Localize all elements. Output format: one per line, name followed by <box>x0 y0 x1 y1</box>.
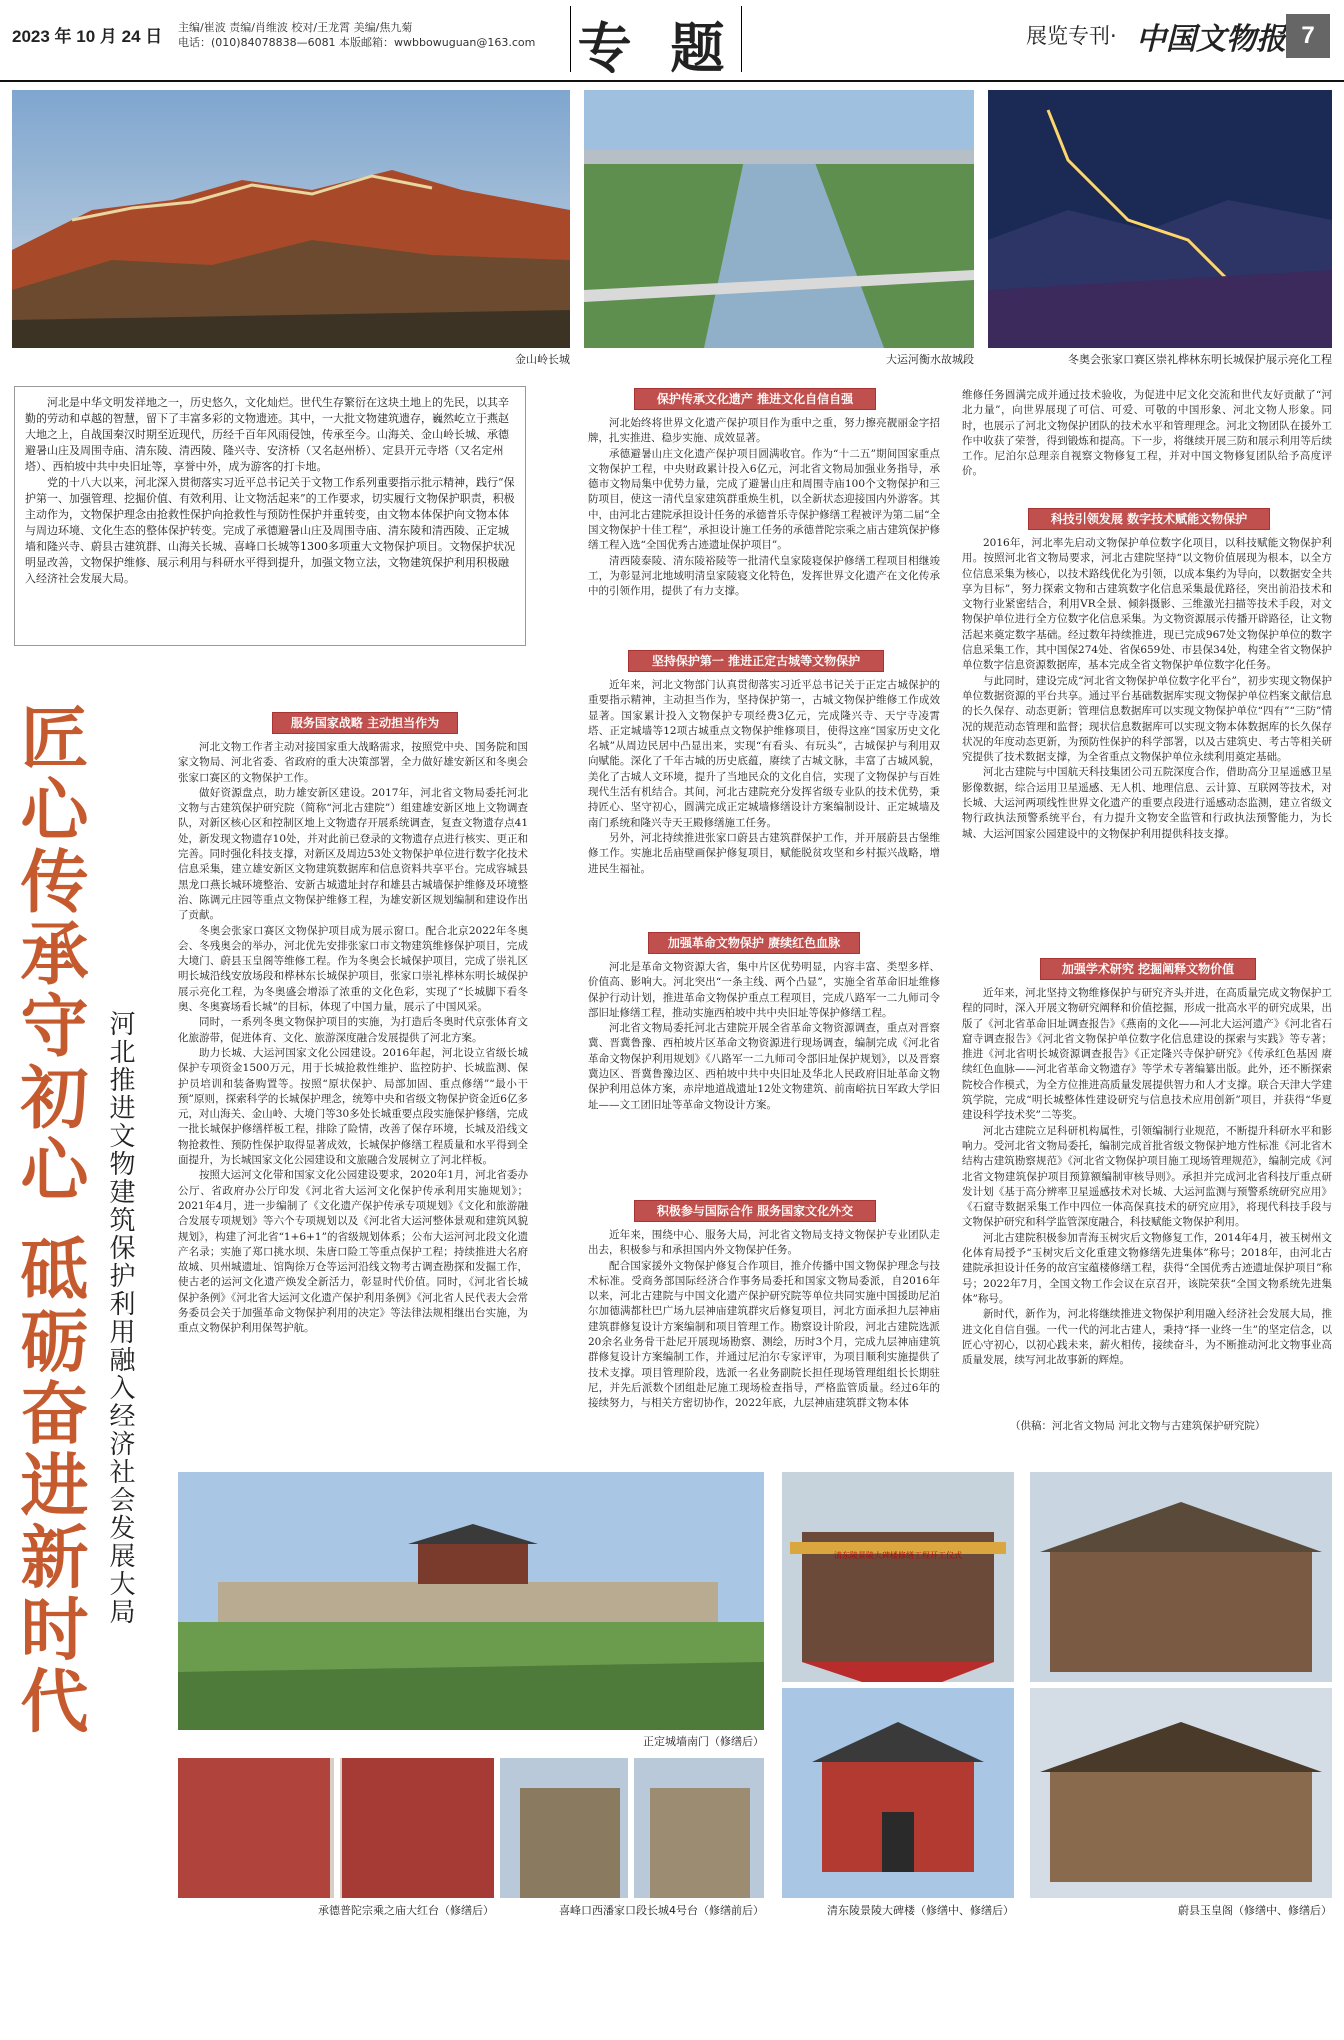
grand-canal-illustration <box>584 90 974 348</box>
ceremony-banner: 清东陵景陵大碑楼修缮工程开工仪式 <box>834 1551 962 1560</box>
page-number: 7 <box>1286 14 1330 58</box>
paragraph: 助力长城、大运河国家文化公园建设。2016年起，河北设立省级长城保护专项资金1500万元，用于长城抢救性维护、监控防护、长城监测、保护员培训和装备购置等。按照“原状保护、局部加固、重点修缮”“最小干预”原则，探索科学的长城保护理念，统筹中央和省级文物保护资金近6亿多元，对山海关、金山岭、大境门等30多处长城重要点段实施保护修缮，完成一批长城保护修缮样板工程，排除了险情，改善了保存环境，长城及沿线文物抢救性、预防性保护取得显著成效，长城保护修缮工程质量和水平得到全面提升，为长城国家文化公园建设和文旅融合发展树立了河北样板。 <box>178 1046 528 1167</box>
caption-jinshanling: 金山岭长城 <box>515 353 570 366</box>
masthead <box>0 0 1344 80</box>
paragraph: 做好资源盘点，助力雄安新区建设。2017年，河北省文物局委托河北文物与古建筑保护研究院（简称“河北古建院”）组建雄安新区地上文物调查队，对新区核心区和控制区地上文物遗存开展系统调查，复查文物遗存点41处，新发现文物遗存10处，并对此前已登录的文物遗存点进行核实、更正和完善。同时强化科技支撑，对新区及周边53处文物保护单位进行数字化技术信息采集，建立雄安新区文物建筑数据库和信息资料共享平台。完成容城县黑龙口燕长城环境整治、安新古城遗址封存和雄县古城墙保护维修及环境整治、陈调元庄园等重点文物保护维修工程，为雄安新区规划编制和建设作出了贡献。 <box>178 786 528 922</box>
paragraph: 同时，一系列冬奥文物保护项目的实施，为打造后冬奥时代京张体育文化旅游带，促进体育、文化、旅游深度融合发展提供了河北方案。 <box>178 1016 528 1044</box>
caption-jingling: 清东陵景陵大碑楼（修缮中、修缮后） <box>827 1904 1014 1917</box>
intro-paragraph: 党的十八大以来，河北深入贯彻落实习近平总书记关于文物工作系列重要指示批示精神，践行“保护第一、加强管理、挖掘价值、有效利用、让文物活起来”的工作要求，切实履行文物保护职责，积极主动作为，文物保护理念由抢救性保护向抢救性与预防性保护并重转变，由文物本体保护向文物本体与周边环境、文化生态的整体保护转变。完成了承德避暑山庄及周围寺庙、清东陵和清西陵、正定城墙和隆兴寺、蔚县古建筑群、山海关长城、喜峰口长城等1300多项重大文物保护项目。文物保护状况明显改善，文物保护维修、展示利用与科研水平得到提升，加强文物立法，文物建筑保护利用积极融入经济社会发展大局。 <box>25 476 515 585</box>
sub-headline: 河北推进文物建筑保护利用融入经济社会发展大局 <box>105 1010 135 1626</box>
section-heritage-body <box>588 416 940 656</box>
section-head-revolution: 加强革命文物保护 赓续红色血脉 <box>648 932 860 954</box>
photo-jinshanling <box>12 90 570 348</box>
photo-grand-canal <box>584 90 974 348</box>
section-title: 专 题 <box>570 6 742 72</box>
caption-zhengding-gate: 正定城墙南门（修缮后） <box>643 1735 764 1748</box>
masthead-rule <box>0 80 1344 82</box>
photo-putuozongcheng <box>178 1758 494 1898</box>
jinshanling-illustration <box>12 90 570 348</box>
intro-box <box>14 386 526 646</box>
section-head-strategy: 服务国家战略 主动担当作为 <box>272 712 458 734</box>
xifengkou-illustration <box>500 1758 764 1898</box>
section-head-research: 加强学术研究 挖掘阐释文物价值 <box>1040 958 1256 980</box>
putuo-illustration <box>178 1758 494 1898</box>
paragraph: 维修任务圆满完成并通过技术验收，为促进中尼文化交流和世代友好贡献了“河北力量”，向世界展现了可信、可爱、可敬的中国形象、河北文物人形象。同时，也展示了河北文物保护团队的技术水平和管理理念。河北文物团队在援外工作中收获了荣誉，得到锻炼和提高。下一步，将继续开展三防和展示利用等后续工作。尼泊尔总理亲自视察文物修复工程，并对中国文物修复团队给予高度评价。 <box>962 389 1332 478</box>
section-technology-body <box>962 536 1332 950</box>
paragraph: 承德避暑山庄文化遗产保护项目圆满收官。作为“十二五”期间国家重点文物保护工程，中央财政累计投入6亿元，河北省文物局加强业务指导，承德市文物局集中优势力量，完成了避暑山庄和周围寺庙100个文物保护和三防项目，使这一清代皇家建筑群重焕生机，以全新状态迎接国内外游客。其中，由河北古建院承担设计任务的承德普乐寺保护修缮工程被评为第二届“全国文物保护十佳工程”，承担设计施工任务的承德普陀宗乘之庙古建筑保护修缮工程入选“全国优秀古迹遗址保护项目”。 <box>588 447 940 552</box>
caption-grand-canal: 大运河衡水故城段 <box>886 353 974 366</box>
caption-xifengkou: 喜峰口西潘家口段长城4号台（修缮前后） <box>559 1904 764 1917</box>
credits <box>178 20 535 50</box>
photo-xifengkou <box>500 1758 764 1898</box>
caption-putuozongcheng: 承德普陀宗乘之庙大红台（修缮后） <box>318 1904 494 1917</box>
photo-yuhuangge <box>1030 1472 1332 1898</box>
chongli-illustration <box>988 90 1332 348</box>
section-head-international: 积极参与国际合作 服务国家文化外交 <box>634 1200 876 1222</box>
paragraph: 河北是革命文物资源大省，集中片区优势明显，内容丰富、类型多样、价值高、影响大。河北突出“一条主线、两个凸显”，实施全省革命旧址维修保护行动计划，推进革命文物保护重点工程项目，完成八路军一二九师司令部旧址修缮工程，推动实施西柏坡中共中央旧址等保护修缮工程。 <box>588 961 940 1019</box>
paragraph: 新时代，新作为，河北将继续推进文物保护利用融入经济社会发展大局，推进文化自信自强。一代一代的河北古建人，秉持“择一业终一生”的坚定信念，以匠心守初心，以初心践未来，薪火相传，接续奋斗，为不断推动河北文物事业高质量发展，续写河北故事新的辉煌。 <box>962 1308 1332 1367</box>
paragraph: 河北省文物局委托河北古建院开展全省革命文物资源调查，重点对晋察冀、晋冀鲁豫、西柏坡片区革命文物资源进行现场调查，编制完成《河北省革命文物保护利用规划》《八路军一二九师司令部旧址保护规划》，以及晋察冀边区、晋冀鲁豫边区、西柏坡中共中央旧址及华北人民政府旧址革命文物保护利用总体方案，赤岸地道战遗址12处文物建筑、前南峪抗日军政大学旧址——文工团旧址等革命文物设计方案。 <box>588 1022 940 1111</box>
section-name: 展览专刊· <box>1026 24 1117 48</box>
photo-chongli-wall <box>988 90 1332 348</box>
caption-chongli-wall: 冬奥会张家口赛区崇礼桦林东明长城保护展示亮化工程 <box>1068 353 1332 366</box>
paragraph: 河北古建院立足科研机构属性，引领编制行业规范，不断提升科研水平和影响力。受河北省文物局委托，编制完成首批省级文物保护地方性标准《河北省木结构古建筑勘察规范》《河北省文物保护项目施工现场管理规范》，编制完成《河北省文物建筑保护项目预算额编制审核导则》。承担并完成河北省科技厅重点研发计划《基于高分辨率卫星遥感技术对长城、大运河监测与预警系统研究应用》《石窟寺数据采集工作中四位一体高保真技术的研究应用》，将现代科技手段与文物保护研究和科学监管深度融合，科技赋能文物保护利用。 <box>962 1124 1332 1229</box>
photo-zhengding-gate <box>178 1472 764 1730</box>
paragraph: 近年来，河北文物部门认真贯彻落实习近平总书记关于正定古城保护的重要指示精神，主动担当作为，坚持保护第一，古城文物保护维修工作成效显著。国家累计投入文物保护专项经费3亿元，完成隆兴寺、天宁寺凌霄塔、正定城墙等12项古城重点文物保护维修项目，使得这座“国家历史文化名城”从周边民居中凸显出来，实现“有看头、有玩头”，古城保护与利用双向赋能。深化了千年古城的历史底蕴，赓续了古城文脉，丰富了古城风貌，美化了古城人文环境，提升了当地民众的文化自信，实现了文物保护与百姓现代生活有机结合。其间，河北古建院充分发挥省级专业队的技术优势，秉持匠心、坚守初心，圆满完成正定城墙修缮设计方案编制设计、正定城墙及南门系统和隆兴寺天王殿修缮施工任务。 <box>588 679 940 829</box>
section-head-heritage: 保护传承文化遗产 推进文化自信自强 <box>634 388 876 410</box>
issue-date: 2023 年 10 月 24 日 <box>12 27 163 46</box>
section-revolution-body <box>588 960 940 1190</box>
section-international-body <box>588 1228 940 1428</box>
section-zhengding-body <box>588 678 940 926</box>
paragraph: 冬奥会张家口赛区文物保护项目成为展示窗口。配合北京2022年冬奥会、冬残奥会的举办，河北优先安排张家口市文物建筑维修保护项目，完成大境门、蔚县玉皇阁等维修工程。作为冬奥会长城保护项目，完成了崇礼区明长城沿线安放场段和桦林东长城保护项目，张家口崇礼桦林东明长城保护展示亮化工程，为冬奥盛会增添了浓重的文化色彩，实现了“长城脚下看冬奥、冬奥赛场看长城”的目标，体现了中国力量，展示了中国风采。 <box>178 924 528 1014</box>
paragraph: 河北始终将世界文化遗产保护项目作为重中之重，努力擦亮靓丽金字招牌，扎实推进、稳步实施、成效显著。 <box>588 417 940 445</box>
zhengding-illustration <box>178 1472 764 1730</box>
paragraph: 与此同时，建设完成“河北省文物保护单位数字化平台”，初步实现文物保护单位数据资源的平台共享。通过平台基础数据库实现文物保护单位档案文献信息的长久保存、动态更新；管理信息数据库可以实现文物保护单位“四有”“三防”情况的规范动态管理和监督；现状信息数据库可以实现文物本体数据库的长久保存状况的年度动态更新，为预防性保护的科学部署，以及古建筑史、考古等相关研究提供了技术数据支撑，为全省重点文物保护单位永续利用奠定基础。 <box>962 674 1332 764</box>
yuhuangge-illustration <box>1030 1472 1332 1898</box>
section-strategy-body <box>178 740 528 1430</box>
section-head-technology: 科技引领发展 数字技术赋能文物保护 <box>1028 508 1270 530</box>
section-research-body <box>962 986 1332 1416</box>
jingling-illustration <box>782 1472 1014 1898</box>
credits-contact: 电话：(010)84078838—6081 本版邮箱：wwbbowuguan@163.com <box>178 36 536 49</box>
paragraph: 河北古建院积极参加青海玉树灾后文物修复工作，2014年4月，被玉树州文化体育局授予“玉树灾后文化重建文物修缮先进集体”称号；2018年，由河北古建院承担设计任务的故宫宝蕴楼修缮工程，获得“全国优秀古迹遗址保护项目”称号；2022年7月，全国文物工作会议在京召开，该院荣获“全国文物系统先进集体”称号。 <box>962 1231 1332 1305</box>
credits-editors: 主编/崔波 责编/肖维波 校对/王龙霄 美编/焦九菊 <box>178 21 413 34</box>
source-credit: （供稿：河北省文物局 河北文物与古建筑保护研究院） <box>1010 1420 1266 1432</box>
paragraph: 按照大运河文化带和国家文化公园建设要求，2020年1月，河北省委办公厅、省政府办公厅印发《河北省大运河文化保护传承利用实施规划》；2021年4月，进一步编制了《文化遗产保护传承专项规划》《文化和旅游融合发展专项规划》等六个专项规划以及《河北省大运河整体景观和建筑风貌规划》，构建了河北省“1+6+1”的省级规划体系；公布大运河河北段文化遗产名录；实施了郑口挑水坝、朱唐口险工等重点保护工程；持续推进大名府故城、贝州城遗址、馆陶徐万仓等运河沿线文物考古调查勘探和发掘工作，使古老的运河文化遗产焕发全新活力，彰显时代价值。同时，《河北省长城保护条例》《河北省大运河文化遗产保护利用条例》《河北省人民代表大会常务委员会关于加强革命文物保护利用的决定》等法律法规相继出台实施，为重点文物保护利用保驾护航。 <box>178 1169 528 1335</box>
paragraph: 另外，河北持续推进张家口蔚县古建筑群保护工作，并开展蔚县古堡维修工作。实施北岳庙壁画保护修复项目，赋能脱贫攻坚和乡村振兴战略，增进民生福祉。 <box>588 831 940 875</box>
paragraph: 近年来，围绕中心、服务大局，河北省文物局支持文物保护专业团队走出去，积极参与和承担国内外文物保护任务。 <box>588 1229 940 1257</box>
paragraph: 清西陵泰陵、清东陵裕陵等一批清代皇家陵寝保护修缮工程项目相继竣工，为彰显河北地域明清皇家陵寝文化特色，发挥世界文化遗产在文化传承中的引领作用，提供了有力支撑。 <box>588 554 940 598</box>
intro-paragraph: 河北是中华文明发祥地之一，历史悠久，文化灿烂。世代生存繁衍在这块土地上的先民，以其辛勤的劳动和卓越的智慧，留下了丰富多彩的文物遗迹。其中，一大批文物建筑遗存，巍然屹立于燕赵大地之上，自战国秦汉时期至近现代，历经千百年风雨侵蚀，传承至今。山海关、金山岭长城、承德避暑山庄及周围寺庙、清东陵、清西陵、隆兴寺、安济桥（又名赵州桥）、定县开元寺塔（又名定州塔）、西柏坡中共中央旧址等，享誉中外，成为游客的打卡地。 <box>25 396 509 473</box>
paragraph: 河北古建院与中国航天科技集团公司五院深度合作，借助高分卫星遥感卫星影像数据，综合运用卫星遥感、无人机、地理信息、云计算、互联网等技术，对长城、大运河两项线性世界文化遗产的重要点段进行遥感动态监测，建立省级文物行政执法预警系统平台，有力提升文物安全监管和行政执法预警能力，为长城、大运河国家公园建设中的文物保护利用提供科技支撑。 <box>962 766 1332 840</box>
paragraph: 近年来，河北坚持文物维修保护与研究齐头并进，在高质量完成文物保护工程的同时，深入开展文物研究阐释和价值挖掘，形成一批高水平的研究成果，出版了《河北省革命旧址调查报告》《燕南的文化——河北大运河遗产》《河北省石窟寺调查报告》《河北省文物保护单位数字化信息建设的探索与实践》等专著；推进《河北省明长城资源调查报告》《正定隆兴寺保护研究》《传承红色基因 赓续红色血脉——河北省革命文物遗存》等学术专著编纂出版。此外，还不断探索院校合作模式，为全方位推进高质量发展提供智力和人才支撑。联合天津大学建筑学院，完成“明长城整体性建设研究与信息技术应用创新”项目，并获得“华夏建设科学技术奖”二等奖。 <box>962 987 1332 1122</box>
paper-name: 中国文物报 <box>1136 22 1286 57</box>
paragraph: 2016年，河北率先启动文物保护单位数字化项目，以科技赋能文物保护利用。按照河北省文物局要求，河北古建院坚持“以文物价值展现为根本，以全方位信息采集为核心，以技术路线优化为引领，以成本集约为导向，以数据安全共享为目标”，努力探索文物和古建筑数字化信息采集最优路径，突出前沿技术和文物行业紧密结合，利用VR全景、倾斜摄影、三维激光扫描等技术手段，对文物保护单位进行全方位数字化信息采集。为文物资源展示传播开辟路径，让文物活起来奠定数字基础。经过数年持续推进，现已完成967处文物保护单位的数字信息采集工作，其中国保274处、省保659处、市县保34处，构建全省文物保护单位数字信息资源数据库，基本完成全省文物保护单位数字化任务。 <box>962 537 1332 672</box>
photo-jingling <box>782 1472 1014 1898</box>
main-headline: 匠心传承守初心 砥砺奋进新时代 <box>9 702 89 1738</box>
section-head-zhengding: 坚持保护第一 推进正定古城等文物保护 <box>628 650 884 672</box>
caption-yuhuangge: 蔚县玉皇阁（修缮中、修缮后） <box>1178 1904 1332 1917</box>
paragraph: 配合国家援外文物保护修复合作项目，推介传播中国文物保护理念与技术标准。受商务部国际经济合作事务局委托和国家文物局委派，自2016年以来，河北古建院与中国文化遗产保护研究院等单位共同实施中国援助尼泊尔加德满都杜巴广场九层神庙建筑群灾后修复项目，河北方面承担九层神庙建筑群修复设计方案编制和项目管理工作。勘察设计阶段，河北古建院选派20余名业务骨干赴尼开展现场勘察、测绘，历时3个月，完成九层神庙建筑群修复设计方案编制工作，并通过尼泊尔专家评审，为项目顺利实施提供了技术支撑。项目管理阶段，选派一名业务副院长担任现场管理组组长长期驻尼，并先后派数个团组赴尼施工现场检查指导，严格监管质量。经过6年的接续努力，与相关方密切协作，2022年底，九层神庙建筑群文物本体 <box>588 1259 940 1410</box>
paragraph: 河北文物工作者主动对接国家重大战略需求，按照党中央、国务院和国家文物局、河北省委、省政府的重大决策部署，全力做好雄安新区和冬奥会张家口赛区的文物保护工作。 <box>178 741 528 784</box>
section-international-continued <box>962 388 1332 500</box>
